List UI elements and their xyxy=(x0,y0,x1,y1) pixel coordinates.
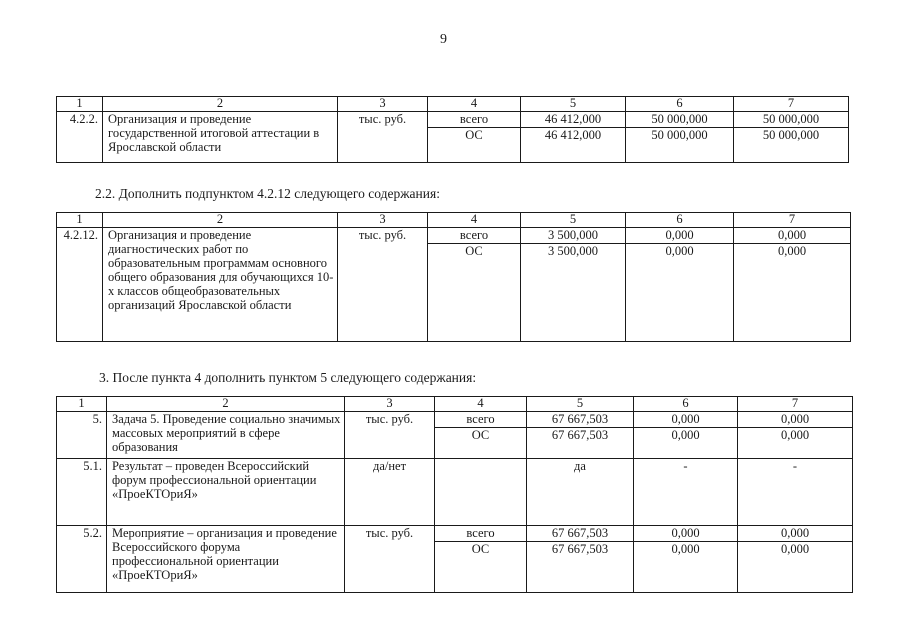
source-label: ОС xyxy=(428,128,521,163)
value-cell: 0,000 xyxy=(738,428,853,459)
row-name: Организация и проведение диагностических работ по образовательным программам основного общего образования для обучающихся 10-х классов общеобразовательных организаций Ярославской области xyxy=(103,228,338,342)
value-cell: 67 667,503 xyxy=(527,542,634,593)
paragraph-3: 3. После пункта 4 дополнить пунктом 5 следующего содержания: xyxy=(99,370,477,385)
row-number: 4.2.2. xyxy=(57,112,103,163)
row-name: Результат – проведен Всероссийский форум профессиональной ориентации «ПроеКТОриЯ» xyxy=(107,459,345,526)
col-header: 1 xyxy=(57,397,107,412)
col-header: 7 xyxy=(734,213,851,228)
row-unit: тыс. руб. xyxy=(338,228,428,342)
page-number: 9 xyxy=(440,32,447,47)
value-cell: 0,000 xyxy=(738,542,853,593)
row-name: Задача 5. Проведение социально значимых массовых мероприятий в сфере образования xyxy=(107,412,345,459)
table-row xyxy=(57,459,853,526)
col-header: 4 xyxy=(435,397,527,412)
value-cell: 67 667,503 xyxy=(527,428,634,459)
col-header: 3 xyxy=(338,97,428,112)
table-5 xyxy=(56,396,853,593)
col-header: 5 xyxy=(527,397,634,412)
col-header: 7 xyxy=(734,97,849,112)
row-unit: тыс. руб. xyxy=(345,526,435,593)
value-cell: 0,000 xyxy=(626,244,734,342)
value-cell: 46 412,000 xyxy=(521,128,626,163)
value-cell: 3 500,000 xyxy=(521,228,626,244)
col-header: 4 xyxy=(428,213,521,228)
header-row xyxy=(57,397,853,412)
col-header: 6 xyxy=(634,397,738,412)
value-cell: - xyxy=(634,459,738,526)
value-cell: 0,000 xyxy=(626,228,734,244)
table-4-2-12 xyxy=(56,212,851,342)
col-header: 1 xyxy=(57,97,103,112)
row-number: 5.1. xyxy=(57,459,107,526)
value-cell: 0,000 xyxy=(738,526,853,542)
value-cell: - xyxy=(738,459,853,526)
col-header: 6 xyxy=(626,213,734,228)
col-header: 6 xyxy=(626,97,734,112)
value-cell: 50 000,000 xyxy=(626,128,734,163)
row-name: Мероприятие – организация и проведение Всероссийского форума профессиональной ориентации «ПроеКТОриЯ» xyxy=(107,526,345,593)
paragraph-2-2: 2.2. Дополнить подпунктом 4.2.12 следующего содержания: xyxy=(95,186,440,201)
col-header: 2 xyxy=(103,213,338,228)
row-number: 5. xyxy=(57,412,107,459)
value-cell: 0,000 xyxy=(738,412,853,428)
header-row xyxy=(57,97,849,112)
row-unit: тыс. руб. xyxy=(345,412,435,459)
row-number: 5.2. xyxy=(57,526,107,593)
value-cell: да xyxy=(527,459,634,526)
value-cell: 50 000,000 xyxy=(734,112,849,128)
source-label: всего xyxy=(435,526,527,542)
value-cell: 67 667,503 xyxy=(527,526,634,542)
source-label: всего xyxy=(428,228,521,244)
col-header: 4 xyxy=(428,97,521,112)
value-cell: 0,000 xyxy=(634,542,738,593)
source-label: всего xyxy=(428,112,521,128)
table-row xyxy=(57,112,849,128)
col-header: 5 xyxy=(521,213,626,228)
source-label: ОС xyxy=(435,542,527,593)
value-cell: 0,000 xyxy=(634,428,738,459)
source-label: ОС xyxy=(428,244,521,342)
table-row xyxy=(57,228,851,244)
table-row xyxy=(57,526,853,542)
header-row xyxy=(57,213,851,228)
row-unit: тыс. руб. xyxy=(338,112,428,163)
value-cell: 0,000 xyxy=(734,228,851,244)
col-header: 2 xyxy=(107,397,345,412)
col-header: 3 xyxy=(338,213,428,228)
table-4-2-2 xyxy=(56,96,849,163)
source-label: ОС xyxy=(435,428,527,459)
col-header: 7 xyxy=(738,397,853,412)
row-number: 4.2.12. xyxy=(57,228,103,342)
row-unit: да/нет xyxy=(345,459,435,526)
value-cell: 3 500,000 xyxy=(521,244,626,342)
value-cell: 0,000 xyxy=(634,526,738,542)
value-cell: 0,000 xyxy=(734,244,851,342)
value-cell: 67 667,503 xyxy=(527,412,634,428)
col-header: 1 xyxy=(57,213,103,228)
source-label: всего xyxy=(435,412,527,428)
row-name: Организация и проведение государственной итоговой аттестации в Ярославской области xyxy=(103,112,338,163)
col-header: 3 xyxy=(345,397,435,412)
col-header: 2 xyxy=(103,97,338,112)
table-row xyxy=(57,412,853,428)
source-label xyxy=(435,459,527,526)
value-cell: 50 000,000 xyxy=(734,128,849,163)
value-cell: 0,000 xyxy=(634,412,738,428)
value-cell: 46 412,000 xyxy=(521,112,626,128)
col-header: 5 xyxy=(521,97,626,112)
value-cell: 50 000,000 xyxy=(626,112,734,128)
